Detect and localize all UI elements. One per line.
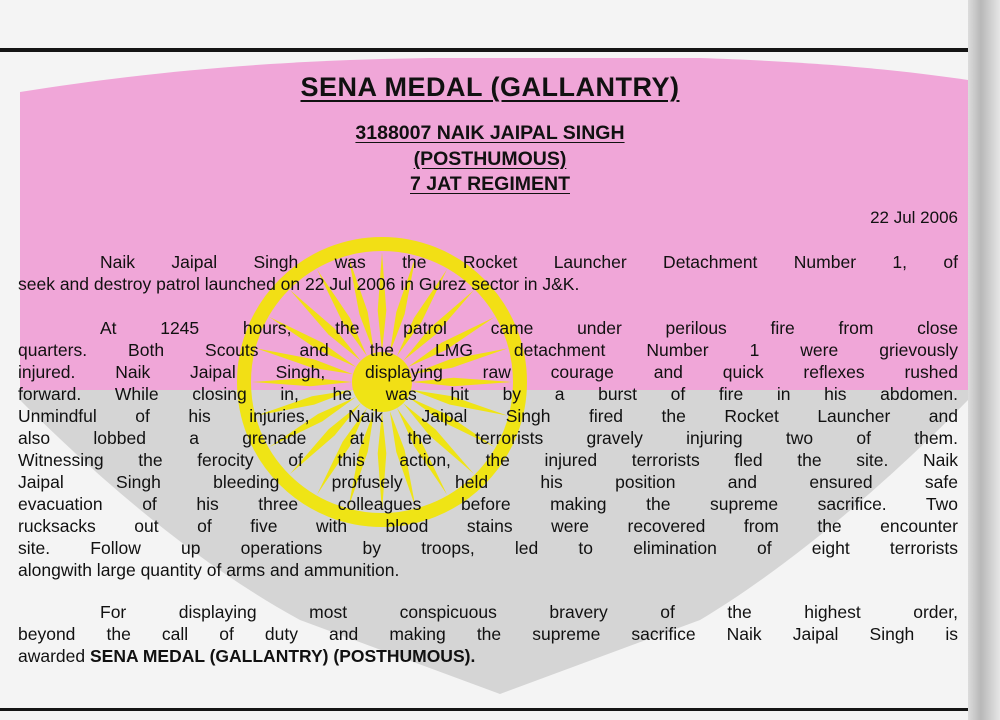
- para1-line: seek and destroy patrol launched on 22 Jul 2006 in Gurez sector in J&K.: [18, 274, 580, 294]
- para3-last-line: [18, 646, 958, 666]
- para2-line: Witnessing the ferocity of this action, the injured terrorists fled the site. Naik: [18, 450, 958, 470]
- award-prefix: awarded: [18, 646, 90, 666]
- para2-line: alongwith large quantity of arms and ammunition.: [18, 560, 400, 580]
- award-name: SENA MEDAL (GALLANTRY) (POSTHUMOUS).: [90, 646, 476, 666]
- page-edge: [968, 0, 1000, 720]
- para2-line: also lobbed a grenade at the terrorists gravely injuring two of them.: [18, 428, 958, 448]
- para2-line: site. Follow up operations by troops, led to elimination of eight terrorists: [18, 538, 958, 558]
- para2-line: quarters. Both Scouts and the LMG detachment Number 1 were grievously: [18, 340, 958, 360]
- para3-line: beyond the call of duty and making the supreme sacrifice Naik Jaipal Singh is: [18, 624, 958, 644]
- top-rule: [0, 48, 968, 52]
- para2-line: Jaipal Singh bleeding profusely held his position and ensured safe: [18, 472, 958, 492]
- document-title: SENA MEDAL (GALLANTRY): [300, 72, 680, 102]
- para2-line: At 1245 hours, the patrol came under perilous fire from close: [100, 318, 958, 338]
- para2-line: Unmindful of his injuries, Naik Jaipal Singh fired the Rocket Launcher and: [18, 406, 958, 426]
- subtitle-regiment: 7 JAT REGIMENT: [410, 173, 570, 195]
- subtitle-posthumous: (POSTHUMOUS): [413, 148, 567, 170]
- para2-line: injured. Naik Jaipal Singh, displaying raw courage and quick reflexes rushed: [18, 362, 958, 382]
- para2-line: forward. While closing in, he was hit by a burst of fire in his abdomen.: [18, 384, 958, 404]
- para2-line: rucksacks out of five with blood stains were recovered from the encounter: [18, 516, 958, 536]
- para2-line: evacuation of his three colleagues before making the supreme sacrifice. Two: [18, 494, 958, 514]
- para3-line: For displaying most conspicuous bravery of the highest order,: [100, 602, 958, 622]
- bottom-rule: [0, 708, 968, 711]
- subtitle-name: 3188007 NAIK JAIPAL SINGH: [355, 122, 625, 144]
- para1-line: Naik Jaipal Singh was the Rocket Launcher Detachment Number 1, of: [100, 252, 958, 272]
- citation-date: 22 Jul 2006: [870, 208, 958, 227]
